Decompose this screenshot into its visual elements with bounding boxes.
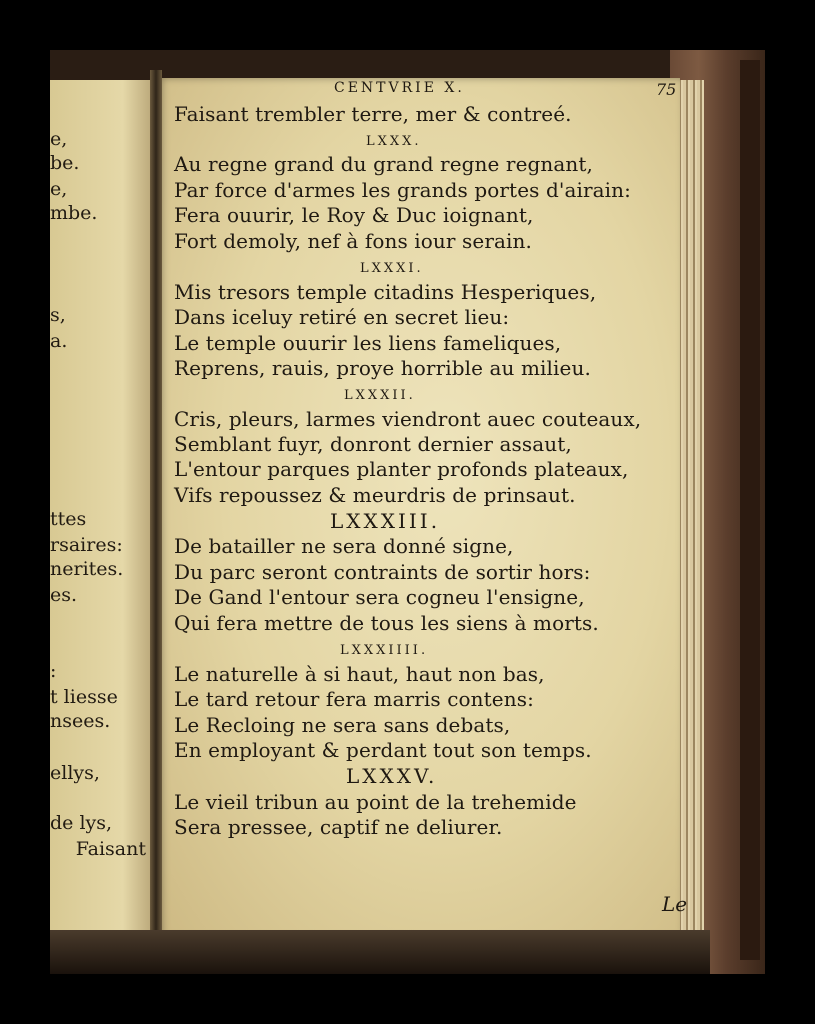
left-fragment: nsees. bbox=[50, 710, 111, 732]
left-fragment: s, bbox=[50, 304, 66, 326]
verse-line: Au regne grand du grand regne regnant, bbox=[174, 152, 594, 176]
catchword: Le bbox=[662, 892, 688, 916]
quatrain-heading: LXXXII. bbox=[344, 388, 416, 403]
left-fragment: de lys, bbox=[50, 812, 113, 834]
verse-line: Du parc seront contraints de sortir hors: bbox=[174, 560, 591, 584]
quatrain-heading: LXXXV. bbox=[346, 764, 438, 788]
quatrain-heading: LXXXIIII. bbox=[340, 643, 429, 658]
left-fragment: a. bbox=[50, 330, 68, 352]
quatrain-heading: LXXX. bbox=[366, 134, 422, 149]
verse-line: Par force d'armes les grands portes d'airain: bbox=[174, 178, 631, 202]
left-fragment: ttes bbox=[50, 508, 87, 530]
quatrain-heading: LXXXIII. bbox=[330, 509, 441, 533]
verse-line: L'entour parques planter profonds plateaux, bbox=[174, 457, 629, 481]
verse-line: Semblant fuyr, donront dernier assaut, bbox=[174, 432, 572, 456]
running-head: CENTVRIE X. bbox=[334, 80, 465, 96]
quatrain-heading: LXXXI. bbox=[360, 261, 424, 276]
verse-line: Qui fera mettre de tous les siens à morts. bbox=[174, 611, 599, 635]
left-fragment: Faisant bbox=[75, 838, 146, 860]
verse-line: De batailler ne sera donné signe, bbox=[174, 534, 514, 558]
verse-line: Le naturelle à si haut, haut non bas, bbox=[174, 662, 545, 686]
left-fragment: rsaires: bbox=[50, 534, 123, 556]
left-fragment: e, bbox=[50, 128, 68, 150]
left-fragment: es. bbox=[50, 584, 78, 606]
verse-line: Reprens, rauis, proye horrible au milieu. bbox=[174, 356, 591, 380]
left-fragment: t liesse bbox=[50, 686, 118, 708]
left-fragment: nerites. bbox=[50, 558, 124, 580]
verse-line: Cris, pleurs, larmes viendront auec couteaux, bbox=[174, 407, 642, 431]
verse-line: Faisant trembler terre, mer & contreé. bbox=[174, 102, 572, 126]
verse-line: Fera ouurir, le Roy & Duc ioignant, bbox=[174, 203, 534, 227]
left-fragment: e, bbox=[50, 178, 68, 200]
cover-shadow bbox=[740, 60, 760, 960]
left-page-text bbox=[50, 50, 154, 974]
verse-line: Mis tresors temple citadins Hesperiques, bbox=[174, 280, 597, 304]
verse-line: Sera pressee, captif ne deliurer. bbox=[174, 815, 503, 839]
verse-line: Dans iceluy retiré en secret lieu: bbox=[174, 305, 510, 329]
verse-line: Vifs repoussez & meurdris de prinsaut. bbox=[174, 483, 576, 507]
left-fragment: be. bbox=[50, 152, 80, 174]
left-fragment: ellys, bbox=[50, 762, 100, 784]
verse-line: Le Recloing ne sera sans debats, bbox=[174, 713, 511, 737]
verse-line: En employant & perdant tout son temps. bbox=[174, 738, 592, 762]
page-number: 75 bbox=[656, 80, 677, 99]
verse-line: Le vieil tribun au point de la trehemide bbox=[174, 790, 577, 814]
left-fragment: mbe. bbox=[50, 202, 98, 224]
verse-line: Le tard retour fera marris contens: bbox=[174, 687, 534, 711]
verse-line: De Gand l'entour sera cogneu l'ensigne, bbox=[174, 585, 585, 609]
verse-line: Le temple ouurir les liens fameliques, bbox=[174, 331, 562, 355]
verse-line: Fort demoly, nef à fons iour serain. bbox=[174, 229, 532, 253]
left-fragment: : bbox=[50, 660, 57, 682]
book-scan bbox=[50, 50, 765, 974]
